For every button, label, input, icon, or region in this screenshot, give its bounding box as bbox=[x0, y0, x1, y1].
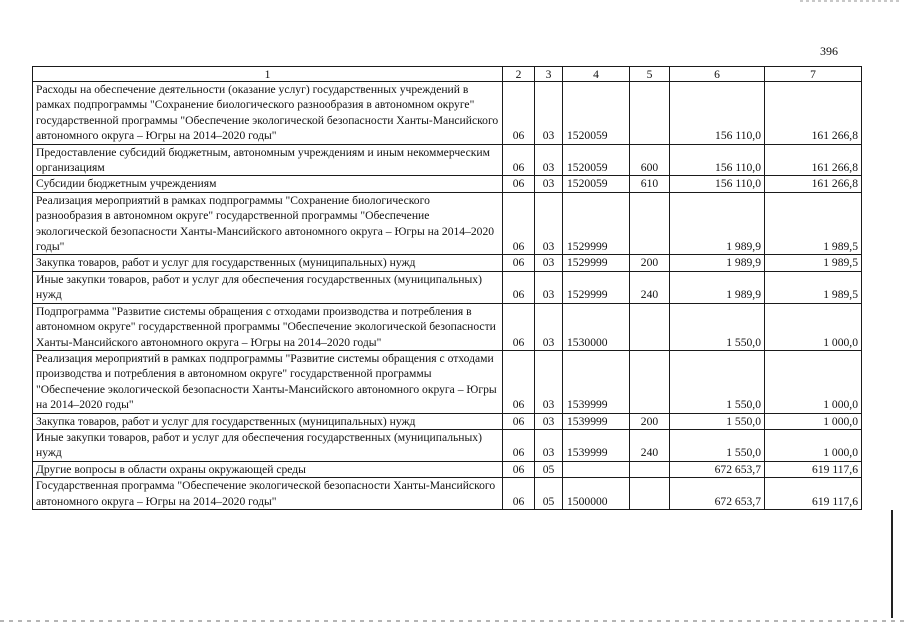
amount-col6: 1 550,0 bbox=[670, 350, 765, 413]
amount-col6: 1 989,9 bbox=[670, 255, 765, 271]
target-article-code: 1529999 bbox=[563, 271, 630, 303]
amount-col7: 161 266,8 bbox=[765, 82, 862, 145]
subsection-code: 03 bbox=[535, 255, 563, 271]
amount-col7: 619 117,6 bbox=[765, 461, 862, 477]
scan-artifact-top bbox=[800, 0, 900, 2]
row-description: Закупка товаров, работ и услуг для государственных (муниципальных) нужд bbox=[33, 255, 503, 271]
amount-col7: 619 117,6 bbox=[765, 478, 862, 510]
table-row bbox=[33, 303, 862, 350]
section-code: 06 bbox=[503, 350, 535, 413]
amount-col7: 1 000,0 bbox=[765, 413, 862, 429]
row-description: Государственная программа "Обеспечение экологической безопасности Ханты-Мансийского автономного округа – Югры на 2014–2020 годы" bbox=[33, 478, 503, 510]
amount-col7: 161 266,8 bbox=[765, 176, 862, 192]
table-row bbox=[33, 271, 862, 303]
table-row bbox=[33, 255, 862, 271]
subsection-code: 03 bbox=[535, 192, 563, 255]
table-header bbox=[33, 67, 862, 82]
column-header-7: 7 bbox=[765, 67, 862, 82]
subsection-code: 03 bbox=[535, 176, 563, 192]
target-article-code bbox=[563, 461, 630, 477]
column-header-4: 4 bbox=[563, 67, 630, 82]
target-article-code: 1520059 bbox=[563, 82, 630, 145]
row-description: Расходы на обеспечение деятельности (оказание услуг) государственных учреждений в рамках подпрограммы "Сохранение биологического разнообразия в автономном округе" государственной программы "Обеспечение экологической безопасности Ханты-Мансийского автономного округа – Югры на 2014–2020 годы" bbox=[33, 82, 503, 145]
section-code: 06 bbox=[503, 303, 535, 350]
target-article-code: 1539999 bbox=[563, 350, 630, 413]
amount-col7: 1 989,5 bbox=[765, 192, 862, 255]
row-description: Другие вопросы в области охраны окружающей среды bbox=[33, 461, 503, 477]
amount-col7: 1 000,0 bbox=[765, 429, 862, 461]
amount-col7: 161 266,8 bbox=[765, 144, 862, 176]
table-row bbox=[33, 461, 862, 477]
amount-col6: 672 653,7 bbox=[670, 461, 765, 477]
expense-type-code bbox=[630, 461, 670, 477]
expense-type-code: 600 bbox=[630, 144, 670, 176]
amount-col6: 1 989,9 bbox=[670, 192, 765, 255]
subsection-code: 03 bbox=[535, 303, 563, 350]
row-description: Реализация мероприятий в рамках подпрограммы "Развитие системы обращения с отходами производства и потребления в автономном округе" государственной программы "Обеспечение экологической безопасности Ханты-Мансийского автономного округа – Югры на 2014–2020 годы" bbox=[33, 350, 503, 413]
expense-type-code bbox=[630, 350, 670, 413]
table-row bbox=[33, 192, 862, 255]
row-description: Предоставление субсидий бюджетным, автономным учреждениям и иным некоммерческим организациям bbox=[33, 144, 503, 176]
column-header-5: 5 bbox=[630, 67, 670, 82]
amount-col7: 1 989,5 bbox=[765, 271, 862, 303]
subsection-code: 03 bbox=[535, 271, 563, 303]
expense-type-code: 200 bbox=[630, 413, 670, 429]
section-code: 06 bbox=[503, 478, 535, 510]
expense-type-code bbox=[630, 192, 670, 255]
amount-col7: 1 989,5 bbox=[765, 255, 862, 271]
header-row bbox=[33, 67, 862, 82]
table-body bbox=[33, 82, 862, 510]
row-description: Субсидии бюджетным учреждениям bbox=[33, 176, 503, 192]
section-code: 06 bbox=[503, 429, 535, 461]
section-code: 06 bbox=[503, 192, 535, 255]
amount-col6: 1 989,9 bbox=[670, 271, 765, 303]
target-article-code: 1529999 bbox=[563, 192, 630, 255]
table-row bbox=[33, 478, 862, 510]
subsection-code: 03 bbox=[535, 429, 563, 461]
scan-artifact-bottom bbox=[0, 620, 905, 622]
row-description: Закупка товаров, работ и услуг для государственных (муниципальных) нужд bbox=[33, 413, 503, 429]
page-number: 396 bbox=[820, 44, 838, 58]
budget-table bbox=[32, 66, 862, 510]
amount-col6: 156 110,0 bbox=[670, 144, 765, 176]
subsection-code: 05 bbox=[535, 478, 563, 510]
section-code: 06 bbox=[503, 271, 535, 303]
expense-type-code: 240 bbox=[630, 271, 670, 303]
target-article-code: 1500000 bbox=[563, 478, 630, 510]
row-description: Иные закупки товаров, работ и услуг для обеспечения государственных (муниципальных) нужд bbox=[33, 271, 503, 303]
section-code: 06 bbox=[503, 461, 535, 477]
expense-type-code: 610 bbox=[630, 176, 670, 192]
target-article-code: 1539999 bbox=[563, 429, 630, 461]
amount-col6: 156 110,0 bbox=[670, 176, 765, 192]
subsection-code: 03 bbox=[535, 82, 563, 145]
column-header-2: 2 bbox=[503, 67, 535, 82]
table-row bbox=[33, 176, 862, 192]
section-code: 06 bbox=[503, 413, 535, 429]
target-article-code: 1529999 bbox=[563, 255, 630, 271]
section-code: 06 bbox=[503, 176, 535, 192]
subsection-code: 03 bbox=[535, 350, 563, 413]
row-description: Подпрограмма "Развитие системы обращения с отходами производства и потребления в автономном округе" государственной программы "Обеспечение экологической безопасности Ханты-Мансийского автономного округа – Югры на 2014–2020 годы" bbox=[33, 303, 503, 350]
subsection-code: 03 bbox=[535, 144, 563, 176]
amount-col7: 1 000,0 bbox=[765, 350, 862, 413]
subsection-code: 03 bbox=[535, 413, 563, 429]
target-article-code: 1520059 bbox=[563, 144, 630, 176]
section-code: 06 bbox=[503, 144, 535, 176]
amount-col6: 156 110,0 bbox=[670, 82, 765, 145]
expense-type-code bbox=[630, 303, 670, 350]
table-row bbox=[33, 144, 862, 176]
scan-edge-rule bbox=[891, 510, 893, 618]
section-code: 06 bbox=[503, 82, 535, 145]
table-row bbox=[33, 350, 862, 413]
amount-col7: 1 000,0 bbox=[765, 303, 862, 350]
target-article-code: 1520059 bbox=[563, 176, 630, 192]
expense-type-code: 200 bbox=[630, 255, 670, 271]
column-header-1: 1 bbox=[33, 67, 503, 82]
amount-col6: 672 653,7 bbox=[670, 478, 765, 510]
table-row bbox=[33, 429, 862, 461]
column-header-3: 3 bbox=[535, 67, 563, 82]
target-article-code: 1530000 bbox=[563, 303, 630, 350]
amount-col6: 1 550,0 bbox=[670, 413, 765, 429]
target-article-code: 1539999 bbox=[563, 413, 630, 429]
row-description: Иные закупки товаров, работ и услуг для обеспечения государственных (муниципальных) нужд bbox=[33, 429, 503, 461]
amount-col6: 1 550,0 bbox=[670, 429, 765, 461]
row-description: Реализация мероприятий в рамках подпрограммы "Сохранение биологического разнообразия в автономном округе" государственной программы "Обеспечение экологической безопасности Ханты-Мансийского автономного округа – Югры на 2014–2020 годы" bbox=[33, 192, 503, 255]
amount-col6: 1 550,0 bbox=[670, 303, 765, 350]
section-code: 06 bbox=[503, 255, 535, 271]
subsection-code: 05 bbox=[535, 461, 563, 477]
table-row bbox=[33, 413, 862, 429]
table-row bbox=[33, 82, 862, 145]
expense-type-code: 240 bbox=[630, 429, 670, 461]
expense-type-code bbox=[630, 82, 670, 145]
expense-type-code bbox=[630, 478, 670, 510]
column-header-6: 6 bbox=[670, 67, 765, 82]
